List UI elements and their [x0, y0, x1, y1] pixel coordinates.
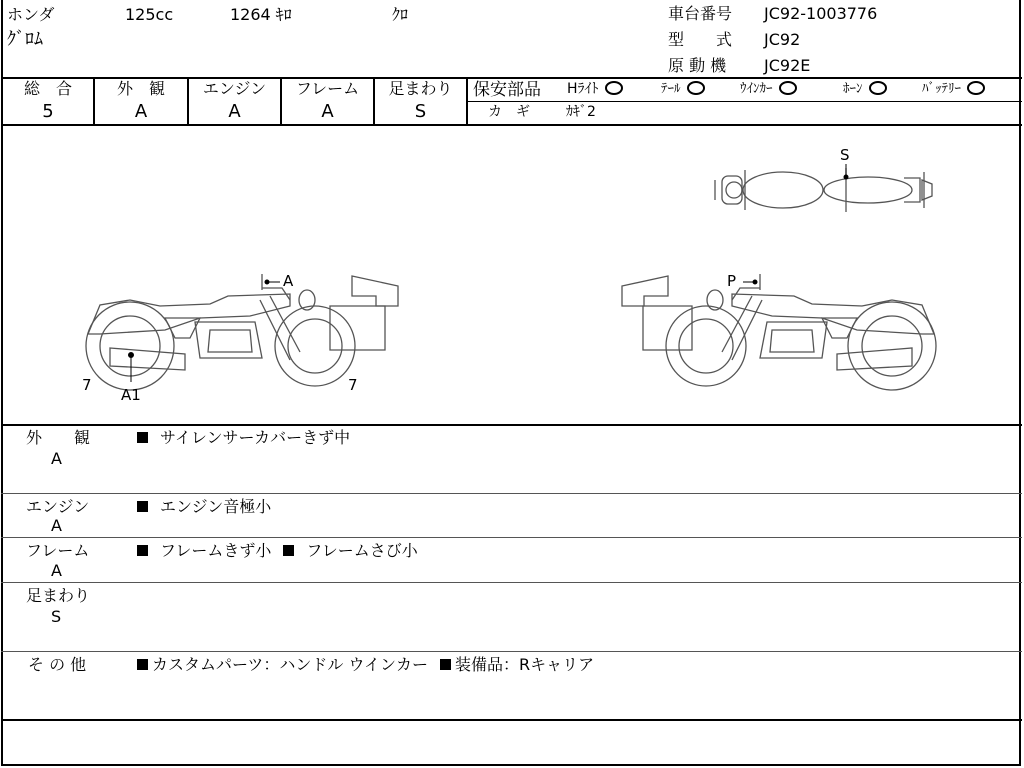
- frame-no-label: 車台番号: [668, 4, 733, 23]
- maker: ホンダ: [7, 5, 55, 24]
- bullet-square-icon: [440, 659, 451, 670]
- note-frame-text: フレームきず小 フレームさび小: [137, 543, 418, 559]
- model-name: ｸﾞﾛﾑ: [7, 29, 43, 50]
- bullet-square-icon: [137, 501, 148, 512]
- safety-headlight: Hﾗｲﾄ: [567, 82, 623, 96]
- engine-label: 原 動 機: [668, 56, 727, 75]
- safety-horn: ﾎｰﾝ: [843, 82, 887, 96]
- key-label: カ ギ: [488, 104, 530, 120]
- bullet-square-icon: [137, 659, 148, 670]
- divider: [1, 537, 1022, 538]
- exterior-label: 外 観: [116, 79, 165, 98]
- mark-top-seat: S: [840, 146, 850, 164]
- note-other-label: そ の 他: [28, 655, 87, 674]
- note-other-text: カスタムパーツ：ハンドル ウインカー 装備品：Rキャリア: [137, 657, 594, 673]
- note-exterior-text: サイレンサーカバーきず中: [137, 430, 350, 446]
- bullet-square-icon: [283, 545, 294, 556]
- note-engine-label: エンジン: [26, 497, 90, 516]
- ok-circle-icon: [605, 81, 623, 95]
- note-frame-grade: A: [51, 561, 62, 580]
- mark-rear-wheel: 7: [82, 376, 92, 394]
- left-view-bike: [86, 274, 398, 390]
- right-view-bike: [622, 274, 936, 390]
- divider: [1, 493, 1022, 494]
- frame-grade-label: フレーム: [295, 79, 360, 98]
- suspension-grade-label: 足まわり: [388, 79, 453, 98]
- note-exterior-grade: A: [51, 449, 62, 468]
- frame-grade: A: [321, 101, 334, 122]
- note-exterior-label: 外 観: [26, 428, 91, 447]
- note-engine-text: エンジン音極小: [137, 499, 271, 515]
- engine-grade: A: [228, 101, 241, 122]
- note-suspension-label: 足まわり: [26, 586, 91, 605]
- note-frame-label: フレーム: [26, 541, 90, 560]
- bullet-square-icon: [137, 545, 148, 556]
- mark-left-exhaust: A1: [121, 386, 141, 404]
- divider: [466, 78, 468, 125]
- ok-circle-icon: [779, 81, 797, 95]
- engine-grade-label: エンジン: [202, 79, 267, 98]
- note-suspension-grade: S: [51, 607, 62, 626]
- divider: [1, 719, 1022, 721]
- ok-circle-icon: [687, 81, 705, 95]
- safety-tail: ﾃｰﾙ: [661, 82, 705, 96]
- ok-circle-icon: [967, 81, 985, 95]
- safety-winker: ｳｲﾝｶｰ: [740, 82, 797, 96]
- exterior-grade: A: [134, 101, 148, 122]
- motorcycle-diagram: [0, 126, 1022, 424]
- divider: [1, 582, 1022, 583]
- engine-value: JC92E: [764, 56, 811, 75]
- mark-right-handle: P: [727, 272, 737, 290]
- divider: [1, 651, 1022, 652]
- overall-label: 総 合: [23, 79, 72, 98]
- frame-no: JC92-1003776: [764, 4, 878, 23]
- color: ｸﾛ: [392, 5, 409, 24]
- mileage: 1264 ｷﾛ: [230, 5, 292, 24]
- overall-grade: 5: [42, 101, 54, 122]
- safety-battery: ﾊﾞｯﾃﾘｰ: [922, 82, 985, 96]
- type-label: 型 式: [668, 30, 733, 49]
- divider: [467, 101, 1022, 102]
- type-value: JC92: [764, 30, 801, 49]
- divider: [1, 424, 1022, 426]
- displacement: 125cc: [125, 5, 174, 24]
- mark-left-handle: A: [283, 272, 294, 290]
- safety-label: 保安部品: [473, 80, 541, 100]
- ok-circle-icon: [869, 81, 887, 95]
- key-value: ｶｷﾞ2: [566, 104, 596, 120]
- bullet-square-icon: [137, 432, 148, 443]
- top-view-bike: [715, 168, 932, 212]
- suspension-grade: S: [414, 101, 427, 122]
- note-engine-grade: A: [51, 516, 62, 535]
- mark-front-wheel: 7: [348, 376, 358, 394]
